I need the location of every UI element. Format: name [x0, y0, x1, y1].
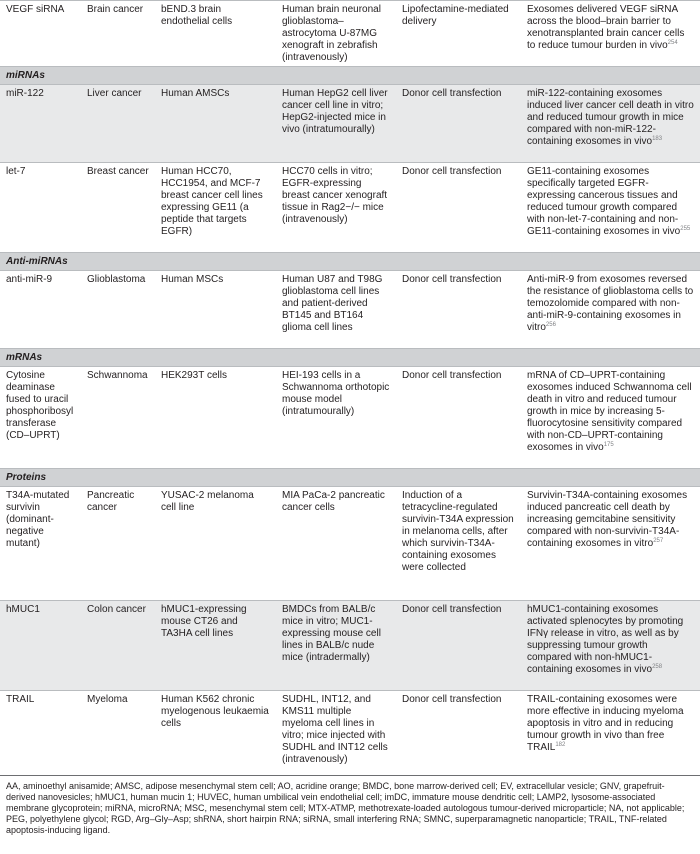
cell-text: Donor cell transfection: [402, 88, 502, 99]
cell-loading-method: [396, 1, 521, 67]
cell-text: miR-122-containing exosomes induced liver cancer cell death in vitro and reduced tumour growth in mice compared with non-miR-122- containing exosomes in vivo: [527, 88, 694, 147]
cell-text: let-7: [6, 166, 26, 177]
cell-outcome: [521, 1, 700, 67]
section-header-row: [0, 349, 700, 367]
cell-cancer-type: [81, 601, 155, 691]
reference-superscript[interactable]: 182: [555, 742, 566, 748]
cell-loading-method: [396, 367, 521, 469]
cell-text: miR-122: [6, 88, 44, 99]
cell-text: TRAIL-containing exosomes were more effective in inducing myeloma apoptosis in vitro and in reducing tumour growth in vivo than free TRAIL: [527, 694, 684, 753]
cell-text: Donor cell transfection: [402, 370, 502, 381]
cell-text: YUSAC-2 melanoma cell line: [161, 490, 254, 513]
cell-text: Donor cell transfection: [402, 694, 502, 705]
section-header: mRNAs: [0, 349, 700, 367]
cell-text: Donor cell transfection: [402, 604, 502, 615]
cell-donor-cells: [155, 691, 276, 769]
cell-text: mRNA of CD–UPRT-containing exosomes induced Schwannoma cell death in vitro and reduced tumour growth in mice by increasing 5-fluorocytosine sensitivity compared with non-CD–UPRT-containing exosomes in vivo: [527, 370, 692, 453]
section-header-row: [0, 67, 700, 85]
reference-superscript[interactable]: 255: [680, 226, 691, 232]
cell-text: hMUC1-containing exosomes activated splenocytes by promoting IFNγ release in vitro, as well as by suppressing tumour growth compared with non-hMUC1-containing exosomes in vivo: [527, 604, 684, 675]
cell-text: VEGF siRNA: [6, 4, 65, 15]
cell-outcome: [521, 487, 700, 601]
cell-text: TRAIL: [6, 694, 35, 705]
reference-superscript[interactable]: 256: [545, 322, 556, 328]
cell-text: Lipofectamine-mediated delivery: [402, 4, 509, 27]
cell-donor-cells: [155, 487, 276, 601]
cell-text: Pancreatic cancer: [87, 490, 135, 513]
cell-text: Human HepG2 cell liver cancer cell line in vitro; HepG2-injected mice in vivo (intratumourally): [282, 88, 388, 135]
cell-recipient-model: [276, 601, 396, 691]
cell-text: Colon cancer: [87, 604, 146, 615]
cell-cancer-type: [81, 85, 155, 163]
cell-text: Human U87 and T98G glioblastoma cell lines and patient-derived BT145 and BT164 glioma cell lines: [282, 274, 383, 333]
cell-recipient-model: [276, 271, 396, 349]
cell-cargo: [0, 1, 81, 67]
cell-loading-method: [396, 691, 521, 769]
cell-text: Schwannoma: [87, 370, 148, 381]
table-row: [0, 85, 700, 163]
section-header: Proteins: [0, 469, 700, 487]
cell-cancer-type: [81, 163, 155, 253]
cell-loading-method: [396, 163, 521, 253]
cell-text: Donor cell transfection: [402, 274, 502, 285]
cell-text: Breast cancer: [87, 166, 149, 177]
cell-cancer-type: [81, 271, 155, 349]
table-row: [0, 1, 700, 67]
cell-text: Glioblastoma: [87, 274, 146, 285]
cell-text: anti-miR-9: [6, 274, 53, 285]
table-row: [0, 163, 700, 253]
cell-recipient-model: [276, 85, 396, 163]
cell-text: Human HCC70, HCC1954, and MCF-7 breast cancer cell lines expressing GE11 (a peptide that targets EGFR): [161, 166, 263, 237]
cell-text: bEND.3 brain endothelial cells: [161, 4, 233, 27]
cell-outcome: [521, 367, 700, 469]
cell-text: Donor cell transfection: [402, 166, 502, 177]
cell-recipient-model: [276, 163, 396, 253]
cell-text: Human MSCs: [161, 274, 224, 285]
cell-text: SUDHL, INT12, and KMS11 multiple myeloma cell lines in vitro; mice injected with SUDHL and INT12 cells (intravenously): [282, 694, 388, 765]
cell-text: Human K562 chronic myelogenous leukaemia cells: [161, 694, 269, 729]
cell-text: Exosomes delivered VEGF siRNA across the blood–brain barrier to xenotransplanted brain cancer cells to reduce tumour burden in vivo: [527, 4, 685, 51]
reference-superscript[interactable]: 257: [653, 538, 664, 544]
table-row: [0, 271, 700, 349]
cell-donor-cells: [155, 367, 276, 469]
cell-cargo: [0, 367, 81, 469]
cell-text: MIA PaCa-2 pancreatic cancer cells: [282, 490, 385, 513]
cell-recipient-model: [276, 1, 396, 67]
cell-text: Myeloma: [87, 694, 128, 705]
cell-recipient-model: [276, 367, 396, 469]
cell-donor-cells: [155, 601, 276, 691]
cell-cancer-type: [81, 691, 155, 769]
cell-donor-cells: [155, 271, 276, 349]
cell-text: HEK293T cells: [161, 370, 227, 381]
cell-text: GE11-containing exosomes specifically targeted EGFR-expressing cancerous tissues and reduced tumour growth compared with non-let-7-containing and non-GE11-containing exosomes in vivo: [527, 166, 681, 237]
cell-cancer-type: [81, 487, 155, 601]
cell-text: Human AMSCs: [161, 88, 230, 99]
cell-donor-cells: [155, 163, 276, 253]
cell-outcome: [521, 601, 700, 691]
cell-text: Survivin-T34A-containing exosomes induced pancreatic cell death by increasing gemcitabine sensitivity compared with non-survivin-T34A-containing exosomes in vitro: [527, 490, 688, 549]
cell-text: HEI-193 cells in a Schwannoma orthotopic mouse model (intratumourally): [282, 370, 390, 417]
cell-text: HCC70 cells in vitro; EGFR-expressing breast cancer xenograft tissue in Rag2−/− mice (intravenously): [282, 166, 388, 225]
cell-text: T34A-mutated survivin (dominant-negative mutant): [6, 490, 70, 549]
reference-superscript[interactable]: 258: [652, 664, 663, 670]
cell-outcome: [521, 691, 700, 769]
cell-text: Brain cancer: [87, 4, 144, 15]
reference-superscript[interactable]: 175: [603, 442, 614, 448]
cell-outcome: [521, 271, 700, 349]
cell-text: Cytosine deaminase fused to uracil phosphoribosyl transferase (CD–UPRT): [6, 370, 74, 441]
section-header-row: [0, 253, 700, 271]
reference-superscript[interactable]: 183: [652, 136, 663, 142]
table-footnote: AA, aminoethyl anisamide; AMSC, adipose mesenchymal stem cell; AO, acridine orange; BMDC, bone marrow-derived cell; EV, extracellular vesicle; GNV, grapefruit-derived nanovesicles; hMUC1, human mucin 1; HUVEC, human umbilical vein endothelial cell; imDC, immature mouse dendritic cell; LAMP2, lysosome-associated membrane glycoprotein; miRNA, microRNA; MSC, mesenchymal stem cell; MTX-ATMP, methotrexate-loaded autologous tumour-derived microparticle; NA, not applicable; PEG, polyethylene glycol; RGD, Arg–Gly–Asp; shRNA, short hairpin RNA; siRNA, small interfering RNA; SMNC, superparamagnetic nanoparticle; TRAIL, TNF-related apoptosis-inducing ligand.: [0, 775, 700, 836]
table-body: [0, 1, 700, 769]
table-row: [0, 601, 700, 691]
cell-text: Human brain neuronal glioblastoma–astrocytoma U-87MG xenograft in zebrafish (intravenously): [282, 4, 381, 63]
cell-loading-method: [396, 601, 521, 691]
cell-loading-method: [396, 85, 521, 163]
cell-text: Anti-miR-9 from exosomes reversed the resistance of glioblastoma cells to temozolomide compared with non-anti-miR-9-containing exosomes in vitro: [527, 274, 694, 333]
cell-recipient-model: [276, 487, 396, 601]
cell-text: hMUC1-expressing mouse CT26 and TA3HA cell lines: [161, 604, 247, 639]
cell-cargo: [0, 487, 81, 601]
cell-text: Liver cancer: [87, 88, 142, 99]
cell-recipient-model: [276, 691, 396, 769]
cell-cargo: [0, 163, 81, 253]
table-row: [0, 367, 700, 469]
cell-cargo: [0, 85, 81, 163]
cell-donor-cells: [155, 1, 276, 67]
cell-loading-method: [396, 271, 521, 349]
cell-text: hMUC1: [6, 604, 40, 615]
cell-cargo: [0, 271, 81, 349]
cell-cargo: [0, 601, 81, 691]
section-header: Anti-miRNAs: [0, 253, 700, 271]
section-header: miRNAs: [0, 67, 700, 85]
cell-loading-method: [396, 487, 521, 601]
reference-superscript[interactable]: 254: [667, 40, 678, 46]
cell-outcome: [521, 163, 700, 253]
cell-donor-cells: [155, 85, 276, 163]
cell-cancer-type: [81, 1, 155, 67]
section-header-row: [0, 469, 700, 487]
cell-cancer-type: [81, 367, 155, 469]
cell-text: BMDCs from BALB/c mice in vitro; MUC1-expressing mouse cell lines in BALB/c nude mice (intradermally): [282, 604, 381, 663]
cell-outcome: [521, 85, 700, 163]
cell-text: Induction of a tetracycline-regulated survivin-T34A expression in melanoma cells, after which survivin-T34A-containing exosomes were collected: [402, 490, 514, 573]
table-row: [0, 691, 700, 769]
table-row: [0, 487, 700, 601]
cell-cargo: [0, 691, 81, 769]
